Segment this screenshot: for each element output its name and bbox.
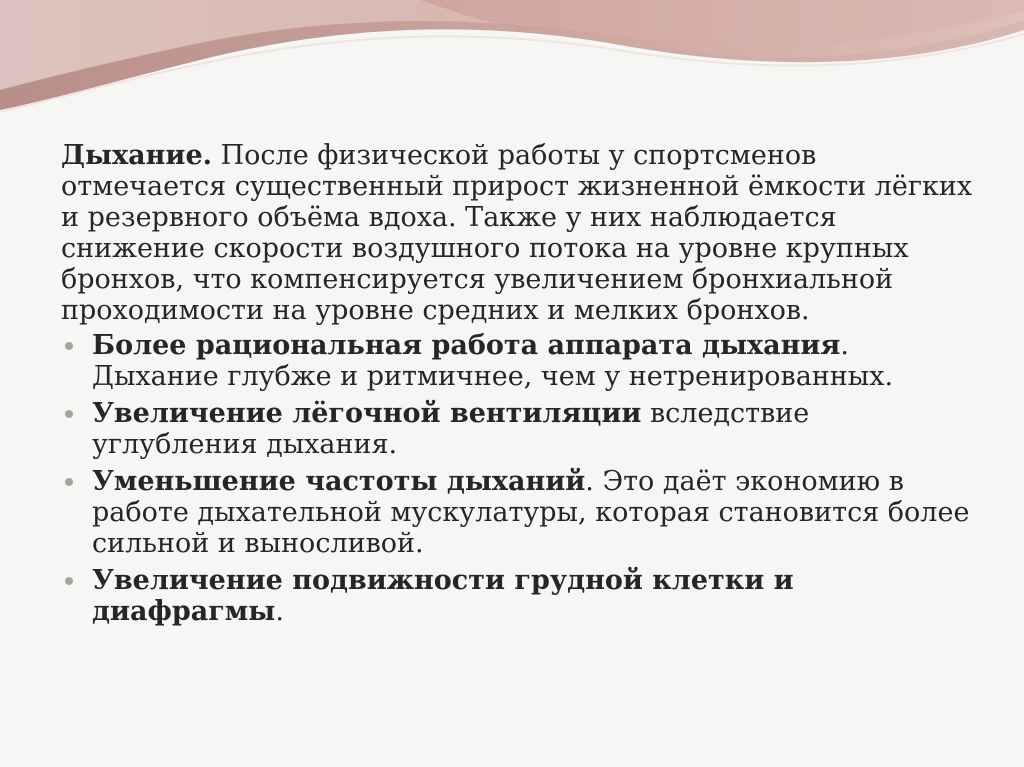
list-item — [61, 330, 981, 392]
wave-decoration — [0, 0, 1024, 140]
item-lead: Более рациональная работа аппарата дыхания — [92, 330, 841, 361]
item-text: . Дыхание глубже и ритмичнее, чем у нетренированных. — [92, 330, 894, 392]
item-text: . — [275, 596, 284, 627]
bullet-list — [61, 330, 981, 627]
bullet-dot-icon — [65, 478, 73, 486]
list-item — [61, 398, 981, 460]
item-lead: Увеличение подвижности грудной клетки и диафрагмы — [92, 565, 794, 627]
list-item — [61, 565, 981, 627]
bullet-dot-icon — [65, 410, 73, 418]
item-text: вследствие углубления дыхания. — [92, 398, 810, 460]
list-item — [61, 466, 981, 559]
item-lead: Уменьшение частоты дыханий — [92, 466, 586, 497]
item-lead: Увеличение лёгочной вентиляции — [92, 398, 642, 429]
bullet-dot-icon — [65, 342, 73, 350]
bullet-dot-icon — [65, 577, 73, 585]
intro-text: После физической работы у спортсменов отмечается существенный прирост жизненной ёмкости лёгких и резервного объёма вдоха. Также у них наблюдается снижение скорости воздушного потока на уровне крупных бронхов, что компенсируется увеличением бронхиальной проходимости на уровне средних и мелких бронхов. — [61, 140, 973, 326]
intro-paragraph — [61, 140, 981, 326]
intro-lead: Дыхание. — [61, 140, 213, 171]
item-text: . Это даёт экономию в работе дыхательной мускулатуры, которая становится более сильной и выносливой. — [92, 466, 970, 559]
slide-body — [61, 140, 981, 633]
